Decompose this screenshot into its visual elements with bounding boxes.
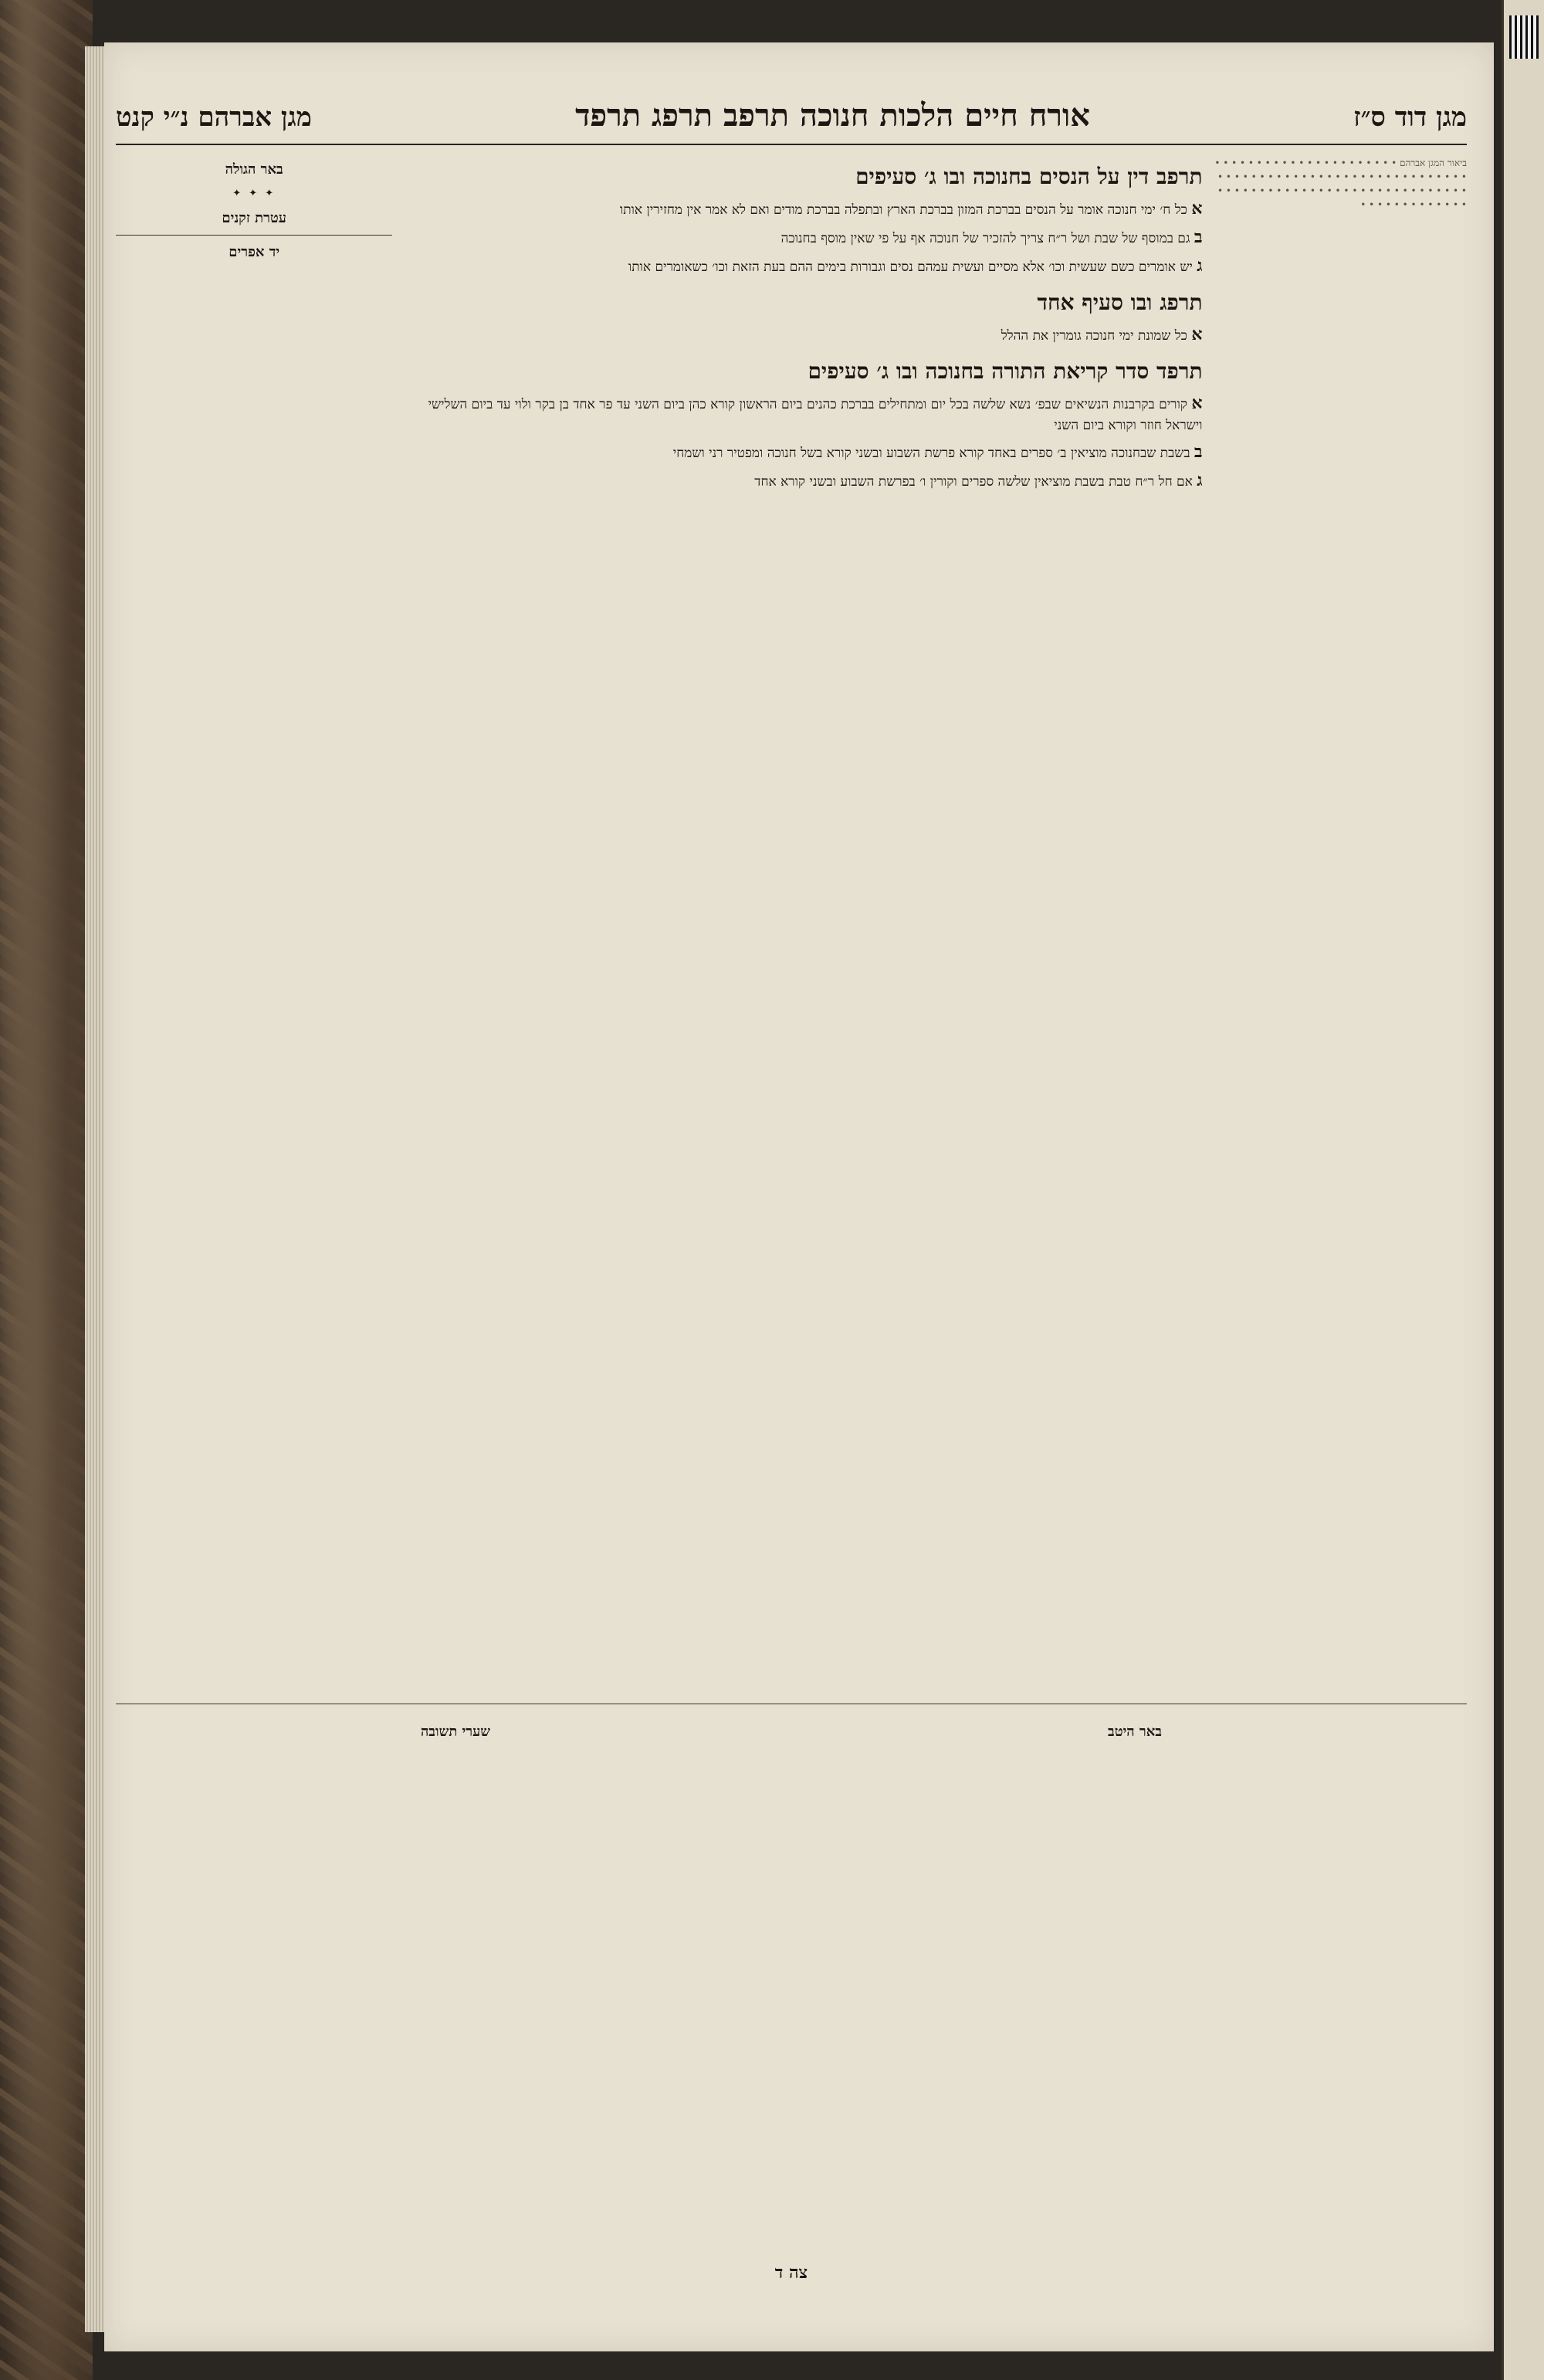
seif-mark: ג bbox=[1197, 256, 1203, 276]
commentary-heading: שערי תשובה bbox=[420, 1724, 491, 1740]
divider bbox=[116, 235, 392, 236]
seif-mark: ג bbox=[1197, 470, 1203, 490]
seif-text: כל שמונת ימי חנוכה גומרין את ההלל bbox=[1001, 328, 1187, 344]
book-binding bbox=[0, 0, 93, 2380]
facing-page bbox=[1502, 0, 1544, 2380]
seif-text: גם במוסף של שבת ושל ר״ח צריך להזכיר של חנוכה אף על פי שאין מוסף בחנוכה bbox=[780, 231, 1190, 246]
header-left: מגן אברהם נ״י קנט bbox=[116, 102, 312, 133]
commentary-heading: באר היטב bbox=[1108, 1724, 1162, 1740]
magen-avraham-column: ביאור המגן אברהם • • • • • • • • • • • • • • • • • • • • • • • • • • • • • • • • • • • • • • • • • • • • • • • • • • • • • • • • • • • • • • • • • • • • • • • • • • • • • • • • • • • • • • • • • • • • • • • bbox=[1214, 158, 1467, 210]
seif bbox=[403, 391, 1202, 436]
header-right: מגן דוד ס״ז bbox=[1353, 102, 1467, 133]
seif-mark: א bbox=[1191, 324, 1203, 344]
page-content bbox=[116, 93, 1467, 2332]
side-heading: באר הגולה bbox=[225, 161, 283, 178]
seif-mark: א bbox=[1191, 393, 1203, 413]
seif bbox=[403, 468, 1202, 493]
seif-text: אם חל ר״ח טבת בשבת מוציאין שלשה ספרים וקורין ו׳ בפרשת השבוע ובשני קורא אחד bbox=[754, 473, 1193, 490]
seif bbox=[403, 439, 1202, 465]
running-header bbox=[116, 93, 1467, 145]
shulchan-aruch-text bbox=[403, 153, 1202, 1697]
siman-title: תרפד סדר קריאת התורה בחנוכה ובו ג׳ סעיפים bbox=[808, 358, 1203, 384]
siman-title: תרפג ובו סעיף אחד bbox=[1037, 290, 1203, 315]
seif-mark: ב bbox=[1194, 441, 1203, 462]
seif-mark: ב bbox=[1194, 227, 1203, 247]
ornament: ✦ ✦ ✦ bbox=[232, 188, 276, 199]
baer-heitev bbox=[803, 1715, 1467, 2209]
seif-mark: א bbox=[1191, 198, 1203, 219]
shaarei-teshuva bbox=[124, 1715, 787, 2209]
seif-text: בשבת שבחנוכה מוציאין ב׳ ספרים באחד קורא פרשת השבוע ובשני קורא בשל חנוכה ומפטיר רני ושמחי bbox=[672, 445, 1190, 461]
side-item: יד אפרים bbox=[229, 243, 280, 260]
seif-text: יש אומרים כשם שעשית וכו׳ אלא מסיים ועשית עמהם נסים וגבורות בימים ההם בעת הזאת וכו׳ כשאומרים אותו bbox=[628, 259, 1193, 275]
seif-text: כל ח׳ ימי חנוכה אומר על הנסים בברכת המזון בברכת הארץ ובתפלה בברכת מודים ואם לא אמר אין מחזירין אותו bbox=[619, 202, 1187, 218]
scale-ruler bbox=[1509, 15, 1539, 59]
catchword: צה ד bbox=[774, 2263, 808, 2283]
commentary-area bbox=[116, 1715, 1467, 2209]
left-side-column bbox=[116, 153, 392, 1697]
seif bbox=[403, 196, 1202, 222]
seif-text: קורים בקרבנות הנשיאים שבפ׳ נשא שלשה בכל יום ומתחילים בברכת כהנים ביום הראשון קורא כהן ביום השני עד פר אחד בן בקר ולוי עד ביום השלישי וישראל חוזר וקורא ביום השני bbox=[428, 397, 1203, 433]
seif bbox=[403, 225, 1202, 250]
siman-title: תרפב דין על הנסים בחנוכה ובו ג׳ סעיפים bbox=[855, 164, 1203, 189]
seif bbox=[403, 253, 1202, 279]
seif bbox=[403, 322, 1202, 348]
main-area bbox=[116, 153, 1467, 1697]
header-center: אורח חיים הלכות חנוכה תרפב תרפג תרפד bbox=[575, 97, 1090, 134]
side-item: עטרת זקנים bbox=[222, 209, 286, 226]
